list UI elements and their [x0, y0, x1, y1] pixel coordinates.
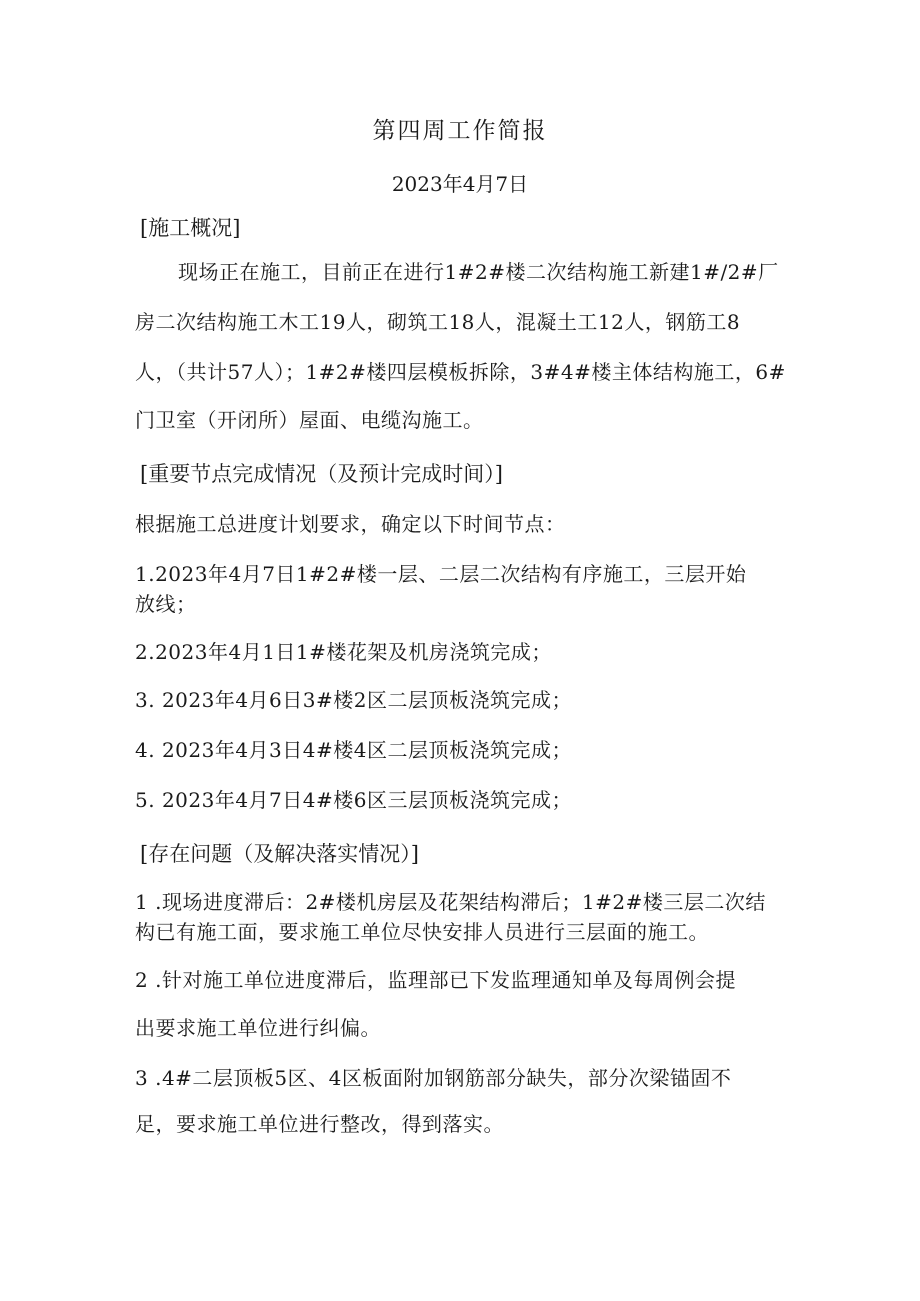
paragraph-line: 3 .4#二层顶板5区、4区板面附加钢筋部分缺失，部分次梁锚固不	[135, 1066, 732, 1090]
paragraph-line: 现场正在施工，目前正在进行1#2#楼二次结构施工新建1#/2#厂	[178, 260, 779, 284]
list-item: 3. 2023年4月6日3#楼2区二层顶板浇筑完成；	[135, 688, 572, 712]
document-date: 2023年4月7日	[391, 172, 529, 196]
paragraph-line: 2 .针对施工单位进度滞后，监理部已下发监理通知单及每周例会提	[135, 968, 736, 992]
paragraph-line: 1 .现场进度滞后：2#楼机房层及花架结构滞后；1#2#楼三层二次结	[135, 890, 766, 914]
paragraph-line: 出要求施工单位进行纠偏。	[135, 1016, 381, 1040]
paragraph-line: 人，（共计57人）；1#2#楼四层模板拆除，3#4#楼主体结构施工，6#	[135, 360, 786, 384]
paragraph-line: 根据施工总进度计划要求，确定以下时间节点：	[135, 512, 566, 536]
list-item: 放线；	[135, 592, 197, 616]
document-title: 第四周工作简报	[372, 118, 548, 144]
paragraph-line: 构已有施工面，要求施工单位尽快安排人员进行三层面的施工。	[135, 920, 709, 944]
list-item: 1.2023年4月7日1#2#楼一层、二层二次结构有序施工，三层开始	[135, 562, 747, 586]
list-item: 5. 2023年4月7日4#楼6区三层顶板浇筑完成；	[135, 788, 572, 812]
section-heading-overview: [施工概况]	[140, 216, 241, 240]
list-item: 4. 2023年4月3日4#楼4区二层顶板浇筑完成；	[135, 738, 572, 762]
paragraph-line: 门卫室（开闭所）屋面、电缆沟施工。	[135, 408, 484, 432]
section-heading-milestones: [重要节点完成情况（及预计完成时间）]	[140, 462, 503, 486]
list-item: 2.2023年4月1日1#楼花架及机房浇筑完成；	[135, 640, 552, 664]
section-heading-issues: [存在问题（及解决落实情况）]	[140, 842, 419, 866]
paragraph-line: 足，要求施工单位进行整改，得到落实。	[135, 1112, 504, 1136]
paragraph-line: 房二次结构施工木工19人，砌筑工18人，混凝土工12人，钢筋工8	[135, 310, 741, 334]
